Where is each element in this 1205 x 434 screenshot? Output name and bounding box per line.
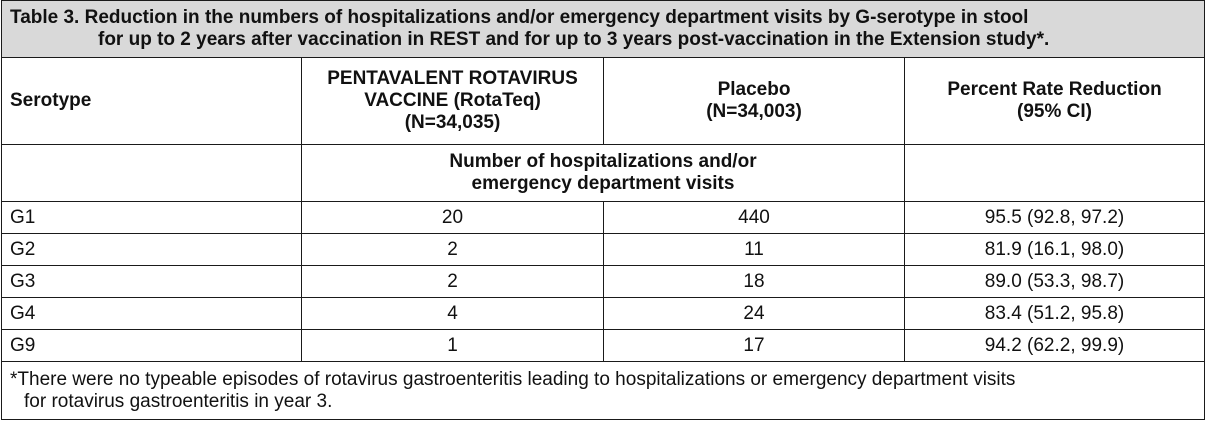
table-row [2,298,1205,330]
header-vaccine [302,58,604,145]
footnote-row [2,362,1205,420]
header-reduction [905,58,1205,145]
table-row [2,266,1205,298]
cell-vaccine: 4 [302,298,604,330]
cell-serotype: G2 [2,234,302,266]
subheader-empty-right [905,145,1205,202]
cell-reduction: 89.0 (53.3, 98.7) [905,266,1205,298]
cell-vaccine: 2 [302,234,604,266]
cell-serotype: G9 [2,330,302,362]
cell-vaccine: 20 [302,202,604,234]
cell-serotype: G3 [2,266,302,298]
table-row [2,330,1205,362]
cell-placebo: 11 [604,234,905,266]
subheader-empty-left [2,145,302,202]
header-serotype: Serotype [2,58,302,145]
header-vaccine-line-1: PENTAVALENT ROTAVIRUS [327,68,578,89]
header-row [2,58,1205,145]
subheader-row [2,145,1205,202]
table-row [2,234,1205,266]
header-reduction-line-1: Percent Rate Reduction [947,79,1162,100]
cell-reduction: 83.4 (51.2, 95.8) [905,298,1205,330]
table-footnote [2,362,1205,420]
subheader-counts [302,145,905,202]
cell-reduction: 81.9 (16.1, 98.0) [905,234,1205,266]
cell-serotype: G4 [2,298,302,330]
cell-placebo: 440 [604,202,905,234]
header-reduction-line-2: (95% CI) [1017,101,1092,122]
header-placebo-line-1: Placebo [717,79,791,100]
efficacy-table [1,0,1205,420]
table-row [2,202,1205,234]
subheader-line-2: emergency department visits [471,173,735,194]
header-vaccine-line-3: (N=34,035) [404,112,501,133]
caption-row [2,1,1205,58]
cell-vaccine: 2 [302,266,604,298]
cell-vaccine: 1 [302,330,604,362]
header-placebo [604,58,905,145]
cell-reduction: 95.5 (92.8, 97.2) [905,202,1205,234]
caption-line-2: for up to 2 years after vaccination in REST and for up to 3 years post-vaccination in the Extension study*. [98,29,1050,50]
footnote-line-2: for rotavirus gastroenteritis in year 3. [24,390,333,412]
cell-placebo: 17 [604,330,905,362]
subheader-line-1: Number of hospitalizations and/or [449,151,757,172]
cell-placebo: 18 [604,266,905,298]
table-caption [2,1,1205,58]
cell-placebo: 24 [604,298,905,330]
footnote-line-1: *There were no typeable episodes of rotavirus gastroenteritis leading to hospitalizations or emergency department visits [10,368,1016,390]
header-vaccine-line-2: VACCINE (RotaTeq) [364,90,541,111]
caption-line-1: Table 3. Reduction in the numbers of hospitalizations and/or emergency department visits by G-serotype in stool [10,7,1029,28]
cell-reduction: 94.2 (62.2, 99.9) [905,330,1205,362]
header-placebo-line-2: (N=34,003) [706,101,802,122]
cell-serotype: G1 [2,202,302,234]
